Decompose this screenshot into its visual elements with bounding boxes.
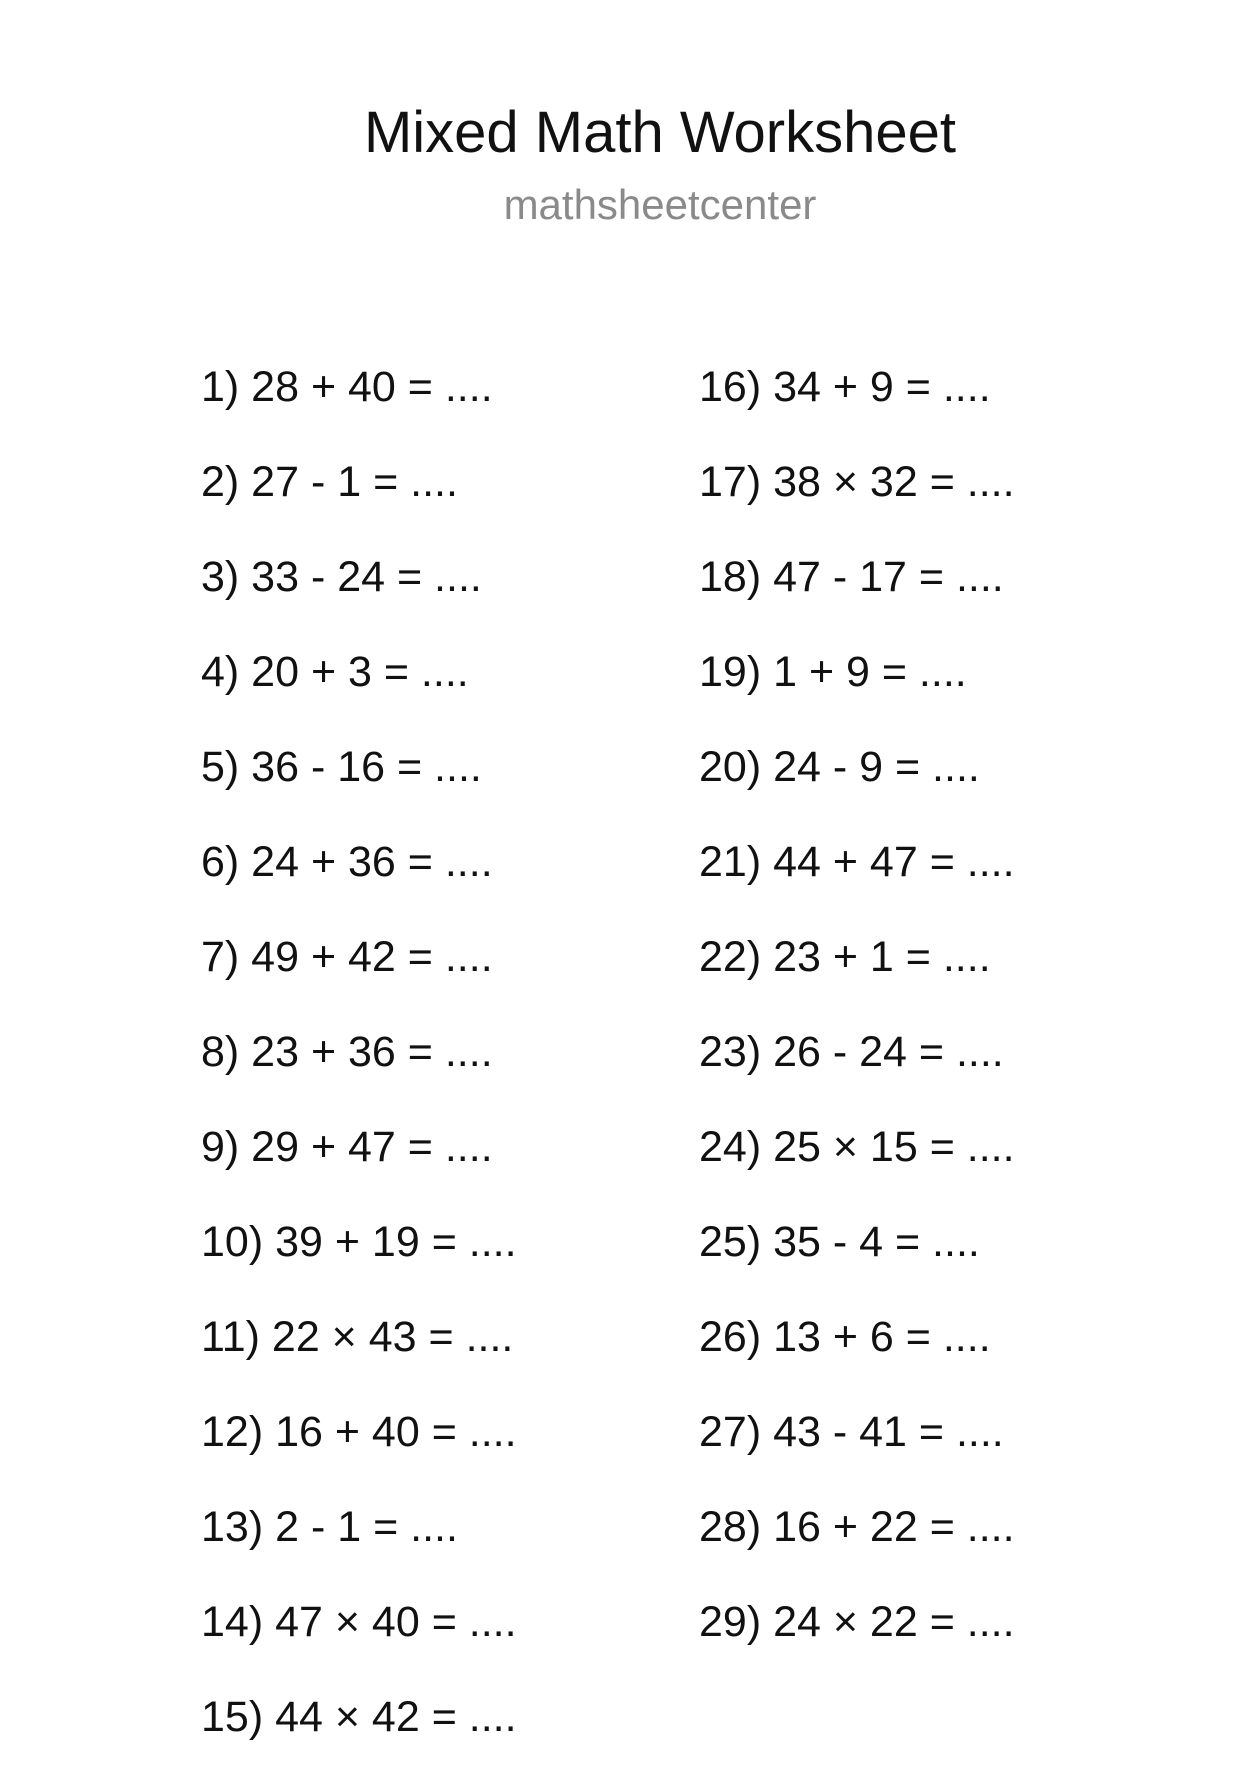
- problem-item: 14) 47 × 40 = ....: [201, 1598, 517, 1646]
- problem-item: 16) 34 + 9 = ....: [699, 363, 991, 411]
- problem-item: 17) 38 × 32 = ....: [699, 458, 1015, 506]
- problem-item: 27) 43 - 41 = ....: [699, 1408, 1004, 1456]
- problem-item: 7) 49 + 42 = ....: [201, 933, 493, 981]
- problem-item: 18) 47 - 17 = ....: [699, 553, 1004, 601]
- problem-item: 15) 44 × 42 = ....: [201, 1693, 517, 1741]
- problem-item: 25) 35 - 4 = ....: [699, 1218, 980, 1266]
- problem-item: 19) 1 + 9 = ....: [699, 648, 967, 696]
- problem-item: 21) 44 + 47 = ....: [699, 838, 1015, 886]
- problem-item: 3) 33 - 24 = ....: [201, 553, 482, 601]
- page-title: Mixed Math Worksheet: [363, 100, 957, 165]
- page-subtitle: mathsheetcenter: [503, 181, 817, 228]
- problem-item: 24) 25 × 15 = ....: [699, 1123, 1015, 1171]
- problem-item: 2) 27 - 1 = ....: [201, 458, 458, 506]
- problems-column-right: [699, 340, 1015, 1670]
- problem-item: 13) 2 - 1 = ....: [201, 1503, 458, 1551]
- problem-item: 6) 24 + 36 = ....: [201, 838, 493, 886]
- problem-item: 28) 16 + 22 = ....: [699, 1503, 1015, 1551]
- problem-item: 9) 29 + 47 = ....: [201, 1123, 493, 1171]
- problem-item: 1) 28 + 40 = ....: [201, 363, 493, 411]
- problem-item: 22) 23 + 1 = ....: [699, 933, 991, 981]
- problem-item: 20) 24 - 9 = ....: [699, 743, 980, 791]
- problem-item: 11) 22 × 43 = ....: [201, 1313, 514, 1361]
- problem-item: 23) 26 - 24 = ....: [699, 1028, 1004, 1076]
- problem-item: 29) 24 × 22 = ....: [699, 1598, 1015, 1646]
- problem-item: 12) 16 + 40 = ....: [201, 1408, 517, 1456]
- problem-item: 10) 39 + 19 = ....: [201, 1218, 517, 1266]
- problem-item: 26) 13 + 6 = ....: [699, 1313, 991, 1361]
- problem-item: 5) 36 - 16 = ....: [201, 743, 482, 791]
- problem-item: 8) 23 + 36 = ....: [201, 1028, 493, 1076]
- problem-item: 4) 20 + 3 = ....: [201, 648, 469, 696]
- problems-column-left: [201, 340, 517, 1765]
